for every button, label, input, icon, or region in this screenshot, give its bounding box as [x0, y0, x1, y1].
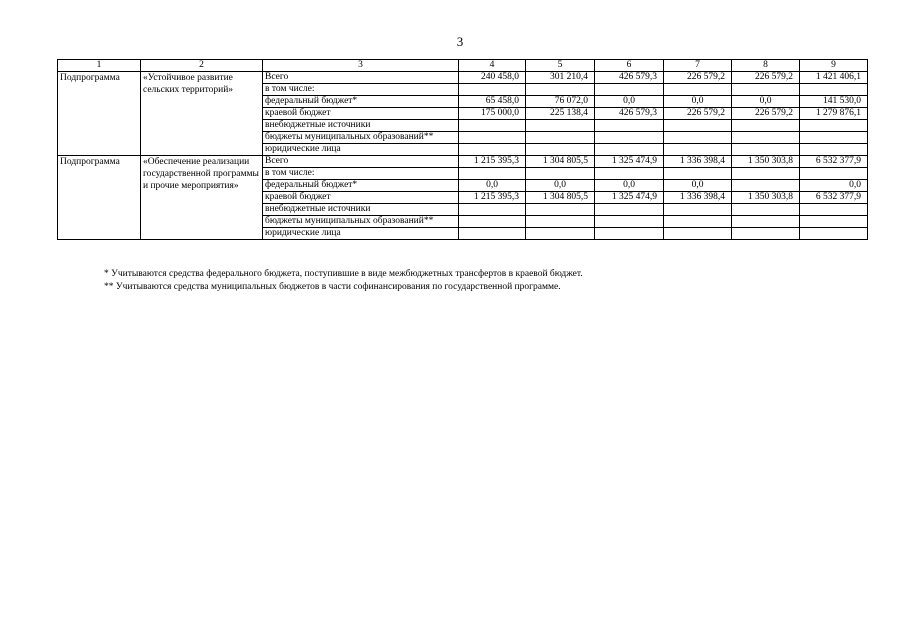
amount-cell	[800, 144, 868, 156]
amount-cell: 226 579,2	[732, 72, 800, 84]
amount-cell: 0,0	[595, 96, 664, 108]
subprogram-type: Подпрограмма	[58, 72, 141, 156]
budget-table	[57, 59, 868, 240]
amount-cell	[800, 216, 868, 228]
amount-cell: 1 325 474,9	[595, 192, 664, 204]
amount-cell: 0,0	[595, 180, 664, 192]
amount-cell: 226 579,2	[664, 72, 732, 84]
amount-cell	[800, 204, 868, 216]
subprogram-type: Подпрограмма	[58, 156, 141, 240]
amount-cell: 1 215 395,3	[459, 192, 526, 204]
amount-cell: 1 421 406,1	[800, 72, 868, 84]
amount-cell	[595, 204, 664, 216]
amount-cell: 1 350 303,8	[732, 156, 800, 168]
funding-source-label: Всего	[263, 156, 459, 168]
amount-cell	[526, 120, 595, 132]
amount-cell: 1 325 474,9	[595, 156, 664, 168]
amount-cell	[732, 168, 800, 180]
amount-cell: 226 579,2	[732, 108, 800, 120]
funding-source-label: в том числе:	[263, 84, 459, 96]
amount-cell: 6 532 377,9	[800, 192, 868, 204]
table-body	[58, 60, 868, 240]
table-row	[58, 156, 868, 168]
amount-cell: 0,0	[800, 180, 868, 192]
amount-cell: 0,0	[664, 96, 732, 108]
amount-cell	[459, 144, 526, 156]
amount-cell	[664, 216, 732, 228]
funding-source-label: бюджеты муниципальных образований**	[263, 216, 459, 228]
funding-source-label: внебюджетные источники	[263, 120, 459, 132]
amount-cell: 426 579,3	[595, 72, 664, 84]
subprogram-name: «Обеспечение реализации государственной программы и прочие мероприятия»	[141, 156, 263, 240]
column-header: 6	[595, 60, 664, 72]
funding-source-label: Всего	[263, 72, 459, 84]
column-header: 3	[263, 60, 459, 72]
amount-cell	[800, 132, 868, 144]
amount-cell: 0,0	[459, 180, 526, 192]
amount-cell: 240 458,0	[459, 72, 526, 84]
header-row	[58, 60, 868, 72]
amount-cell	[595, 120, 664, 132]
amount-cell	[732, 204, 800, 216]
column-header: 1	[58, 60, 141, 72]
column-header: 5	[526, 60, 595, 72]
amount-cell	[664, 132, 732, 144]
amount-cell	[595, 216, 664, 228]
column-header: 9	[800, 60, 868, 72]
amount-cell	[732, 144, 800, 156]
column-header: 7	[664, 60, 732, 72]
footnote-federal: * Учитываются средства федерального бюджета, поступившие в виде межбюджетных трансфертов в краевой бюджет.	[104, 269, 583, 279]
amount-cell	[732, 180, 800, 192]
amount-cell	[800, 84, 868, 96]
amount-cell	[800, 168, 868, 180]
funding-source-label: федеральный бюджет*	[263, 180, 459, 192]
column-header: 4	[459, 60, 526, 72]
amount-cell: 301 210,4	[526, 72, 595, 84]
amount-cell: 141 530,0	[800, 96, 868, 108]
amount-cell	[459, 84, 526, 96]
amount-cell	[459, 204, 526, 216]
amount-cell	[526, 132, 595, 144]
amount-cell: 0,0	[664, 180, 732, 192]
footnote-municipal: ** Учитываются средства муниципальных бюджетов в части софинансирования по государственной программе.	[104, 282, 561, 292]
funding-source-label: краевой бюджет	[263, 108, 459, 120]
amount-cell	[459, 132, 526, 144]
amount-cell	[732, 84, 800, 96]
amount-cell	[595, 132, 664, 144]
funding-source-label: бюджеты муниципальных образований**	[263, 132, 459, 144]
funding-source-label: краевой бюджет	[263, 192, 459, 204]
amount-cell: 0,0	[526, 180, 595, 192]
amount-cell	[800, 120, 868, 132]
column-header: 8	[732, 60, 800, 72]
column-header: 2	[141, 60, 263, 72]
amount-cell	[595, 144, 664, 156]
amount-cell	[664, 204, 732, 216]
footnotes	[104, 268, 583, 294]
funding-source-label: юридические лица	[263, 144, 459, 156]
amount-cell	[595, 228, 664, 240]
amount-cell: 1 215 395,3	[459, 156, 526, 168]
funding-source-label: в том числе:	[263, 168, 459, 180]
amount-cell	[732, 216, 800, 228]
amount-cell: 1 279 876,1	[800, 108, 868, 120]
amount-cell	[526, 168, 595, 180]
funding-source-label: федеральный бюджет*	[263, 96, 459, 108]
amount-cell: 225 138,4	[526, 108, 595, 120]
amount-cell	[595, 84, 664, 96]
amount-cell: 175 000,0	[459, 108, 526, 120]
amount-cell	[526, 144, 595, 156]
amount-cell	[732, 228, 800, 240]
funding-source-label: юридические лица	[263, 228, 459, 240]
amount-cell: 1 336 398,4	[664, 192, 732, 204]
page-number: 3	[456, 34, 464, 49]
amount-cell	[459, 228, 526, 240]
amount-cell	[664, 168, 732, 180]
amount-cell: 1 304 805,5	[526, 192, 595, 204]
amount-cell	[732, 132, 800, 144]
amount-cell: 6 532 377,9	[800, 156, 868, 168]
amount-cell	[664, 144, 732, 156]
table-row	[58, 72, 868, 84]
amount-cell	[664, 120, 732, 132]
amount-cell	[526, 228, 595, 240]
amount-cell	[732, 120, 800, 132]
amount-cell: 1 336 398,4	[664, 156, 732, 168]
amount-cell: 76 072,0	[526, 96, 595, 108]
amount-cell	[800, 228, 868, 240]
amount-cell: 1 304 805,5	[526, 156, 595, 168]
amount-cell	[459, 168, 526, 180]
funding-source-label: внебюджетные источники	[263, 204, 459, 216]
amount-cell	[459, 120, 526, 132]
amount-cell: 65 458,0	[459, 96, 526, 108]
amount-cell	[664, 84, 732, 96]
subprogram-name: «Устойчивое развитие сельских территорий»	[141, 72, 263, 156]
amount-cell	[526, 84, 595, 96]
amount-cell: 226 579,2	[664, 108, 732, 120]
amount-cell	[526, 216, 595, 228]
amount-cell	[526, 204, 595, 216]
amount-cell: 426 579,3	[595, 108, 664, 120]
amount-cell	[459, 216, 526, 228]
amount-cell: 1 350 303,8	[732, 192, 800, 204]
amount-cell	[595, 168, 664, 180]
amount-cell: 0,0	[732, 96, 800, 108]
amount-cell	[664, 228, 732, 240]
